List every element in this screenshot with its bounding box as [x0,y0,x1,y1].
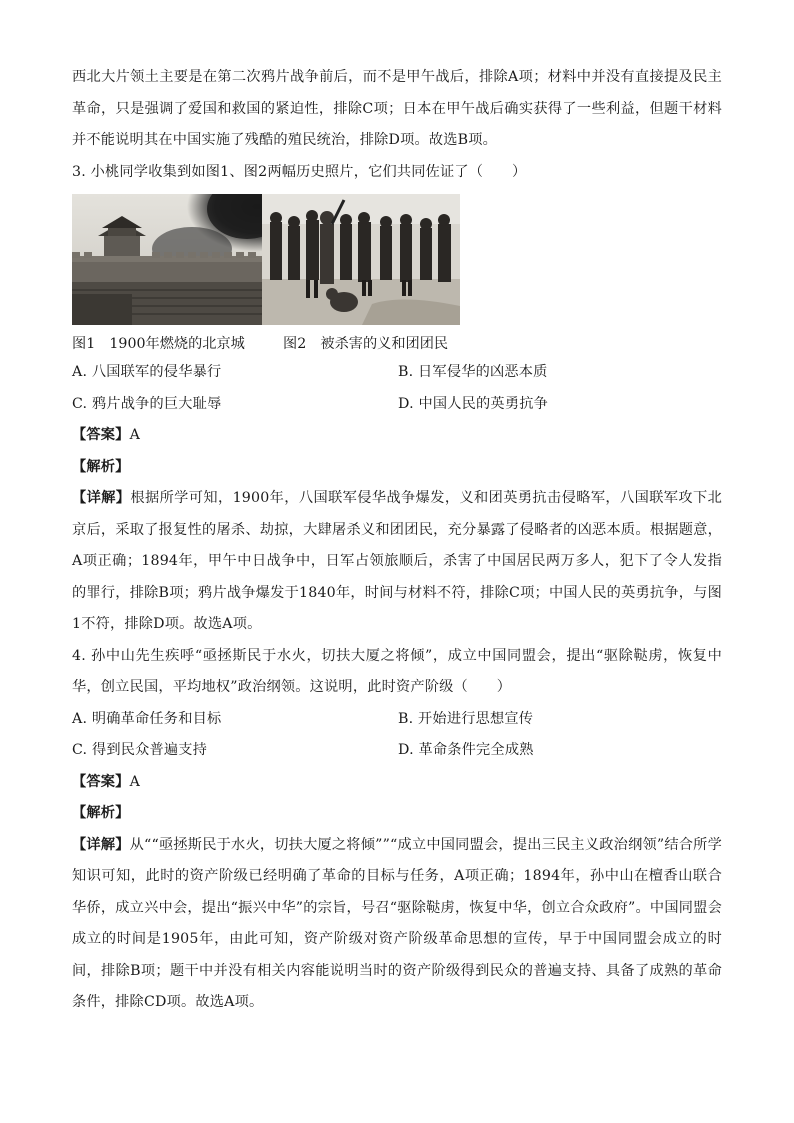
option-b: B. 开始进行思想宣传 [398,710,534,727]
detail-text: 根据所学可知，1900年，八国联军侵华战争爆发，义和团英勇抗击侵略军，八国联军攻下北京后，采取了报复性的屠杀、劫掠，大肆屠杀义和团团民，充分暴露了侵略者的凶恶本质。根据题意，A项正确；1894年，甲午中日战争中，日军占领旅顺后，杀害了中国居民两万多人，犯下了令人发指的罪行，排除B项；鸦片战争爆发于1840年，时间与材料不符，排除C项；中国人民的英勇抗争，与图1不符，排除D项。故选A项。 [72,490,722,632]
previous-answer-paragraph: 西北大片领土主要是在第二次鸦片战争前后，而不是甲午战后，排除A项；材料中并没有直接提及民主革命，只是强调了爱国和救国的紧迫性，排除C项；日本在甲午战后确实获得了一些利益，但题干材料并不能说明其在中国实施了残酷的殖民统治，排除D项。故选B项。 [72,69,722,148]
photo-boxer-execution [262,194,460,325]
caption-figure-1: 图1 1900年燃烧的北京城 [72,336,245,352]
option-b: B. 日军侵华的凶恶本质 [398,364,548,380]
question-4-analysis [72,798,722,830]
question-3-answer [72,420,722,452]
question-3-analysis [72,452,722,484]
option-a: A. 八国联军的侵华暴行 [72,364,222,380]
option-c: C. 得到民众普遍支持 [72,742,208,758]
analysis-label: 【解析】 [72,805,130,821]
question-4-detail [72,830,722,1019]
answer-value: A [129,773,141,790]
question-3-stem: 3. 小桃同学收集到如图1、图2两幅历史照片，它们共同佐证了（ ） [72,163,527,180]
detail-text: 从““亟拯斯民于水火，切扶大厦之将倾””“成立中国同盟会，提出三民主义政治纲领”结合所学知识可知，此时的资产阶级已经明确了革命的目标与任务，A项正确；1894年，孙中山在檀香山联合华侨，成立兴中会，提出“振兴中华”的宗旨，号召“驱除鞑虏，恢复中华，创立合众政府”。中国同盟会成立的时间是1905年，由此可知，资产阶级对资产阶级革命思想的宣传，早于中国同盟会成立的时间，排除B项；题干中并没有相关内容能说明当时的资产阶级得到民众的普遍支持、具备了成熟的革命条件，排除CD项。故选A项。 [72,836,722,1010]
option-c: C. 鸦片战争的巨大耻辱 [72,395,222,412]
detail-label: 【详解】 [72,836,130,853]
photo-pair [72,194,722,325]
document-page [72,62,722,1019]
answer-value: A [129,427,141,443]
answer-label: 【答案】 [72,773,130,790]
question-4-answer [72,767,722,799]
caption-figure-2: 图2 被杀害的义和团团民 [283,336,449,352]
detail-label: 【详解】 [72,490,131,506]
question-4-stem: 4. 孙中山先生疾呼“亟拯斯民于水火，切扶大厦之将倾”，成立中国同盟会，提出“驱除鞑虏，恢复中华，创立民国，平均地权”政治纲领。这说明，此时资产阶级（ ） [72,647,722,695]
answer-label: 【答案】 [72,427,130,443]
question-4-options [72,704,722,767]
photo-captions [72,331,722,357]
option-a: A. 明确革命任务和目标 [72,710,222,727]
photo-burning-beijing [72,194,262,325]
analysis-label: 【解析】 [72,458,130,475]
question-3-options [72,357,722,420]
question-3-detail [72,483,722,641]
option-d: D. 中国人民的英勇抗争 [398,395,548,412]
option-d: D. 革命条件完全成熟 [398,742,534,758]
